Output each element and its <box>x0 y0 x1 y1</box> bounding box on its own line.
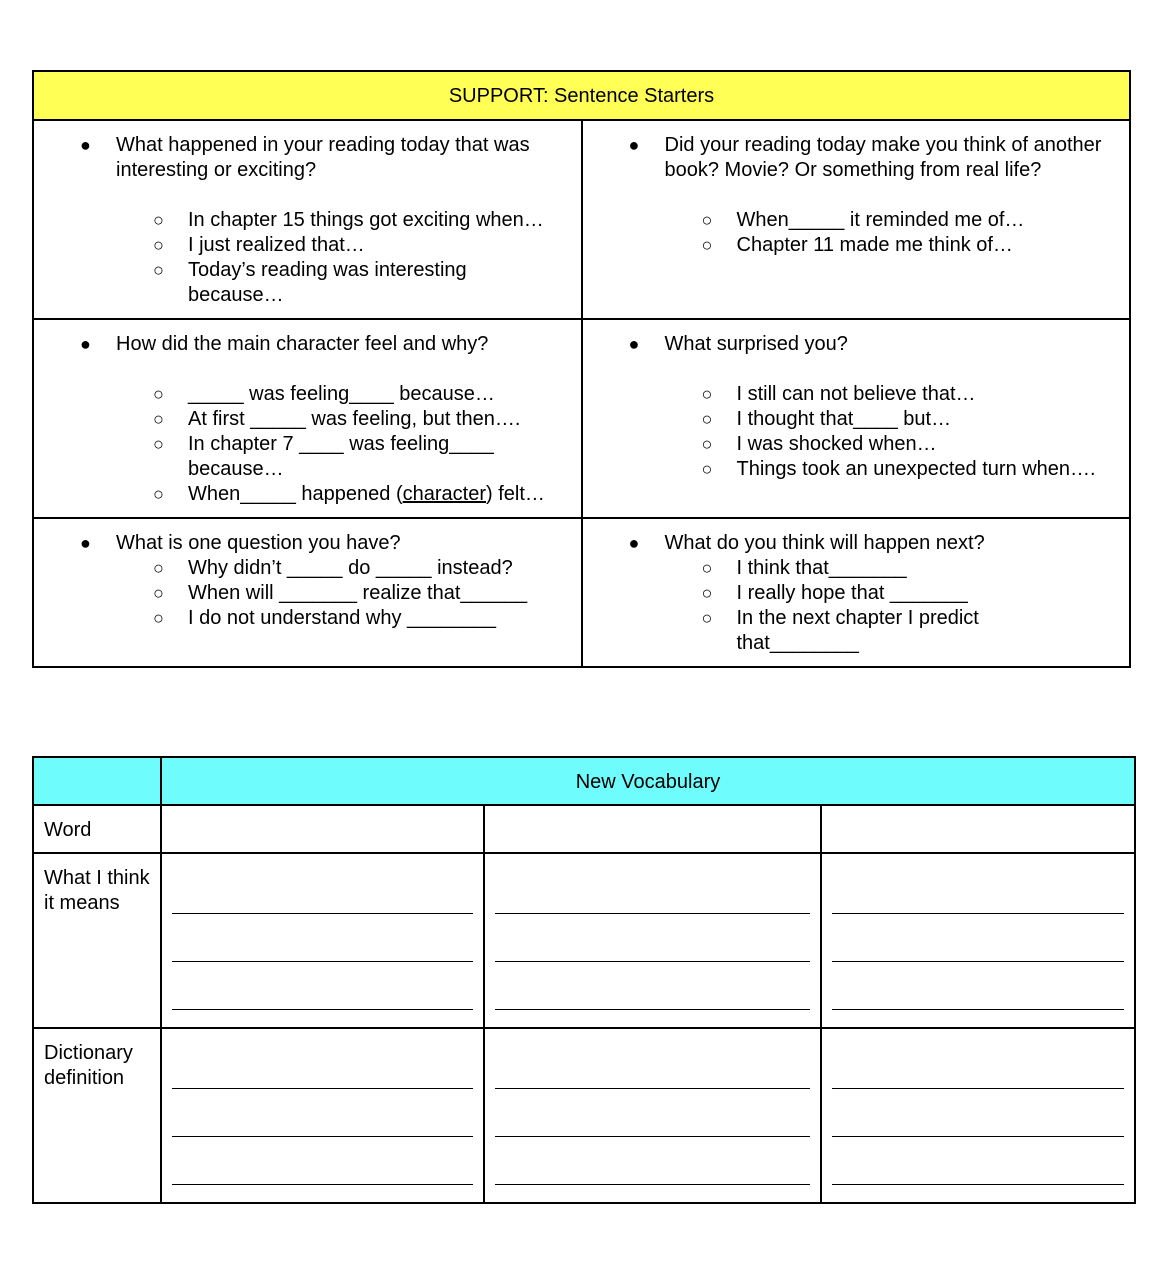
starter-item: ○ Things took an unexpected turn when…. <box>665 457 1116 482</box>
starter-item: ○ Today’s reading was interesting because… <box>116 258 567 308</box>
word-cell[interactable] <box>484 805 821 853</box>
support-cell-character <box>33 319 582 518</box>
starter-item: ○ I just realized that… <box>116 233 567 258</box>
starter-item: ○ I do not understand why ________ <box>116 606 567 631</box>
writing-line <box>832 962 1124 1010</box>
definition-cell[interactable] <box>161 1028 484 1203</box>
writing-line <box>172 1029 473 1089</box>
starter-item: ○ In chapter 7 ____ was feeling____ because… <box>116 432 567 482</box>
question-text: Did your reading today make you think of another book? Movie? Or something from real life? <box>664 134 1102 181</box>
writing-line <box>832 1029 1124 1089</box>
starter-item: ○ I think that_______ <box>665 556 1116 581</box>
vocab-corner-cell <box>33 757 161 805</box>
writing-line <box>495 962 810 1010</box>
definition-cell[interactable] <box>484 1028 821 1203</box>
meaning-cell[interactable] <box>821 853 1135 1028</box>
writing-line <box>832 1089 1124 1137</box>
support-cell-connection <box>582 120 1131 319</box>
starter-item: ○ Why didn’t _____ do _____ instead? <box>116 556 567 581</box>
meaning-cell[interactable] <box>161 853 484 1028</box>
definition-cell[interactable] <box>821 1028 1135 1203</box>
writing-line <box>172 1137 473 1185</box>
starter-item: ○ Chapter 11 made me think of… <box>665 233 1116 258</box>
writing-line <box>172 914 473 962</box>
question-text: What happened in your reading today that was interesting or exciting? <box>116 134 530 181</box>
vocabulary-table <box>32 756 1136 1204</box>
writing-line <box>832 914 1124 962</box>
question-text: What is one question you have? <box>116 532 401 554</box>
starter-item: ○ At first _____ was feeling, but then…. <box>116 407 567 432</box>
row-label-word: Word <box>33 805 161 853</box>
starter-item: ○ I was shocked when… <box>665 432 1116 457</box>
support-cell-interesting <box>33 120 582 319</box>
writing-line <box>172 854 473 914</box>
underlined-word: character <box>402 483 486 505</box>
word-cell[interactable] <box>821 805 1135 853</box>
starter-item: ○ I still can not believe that… <box>665 382 1116 407</box>
writing-line <box>495 914 810 962</box>
writing-line <box>832 854 1124 914</box>
writing-line <box>172 1089 473 1137</box>
support-cell-question <box>33 518 582 667</box>
vocab-table-title: New Vocabulary <box>161 757 1135 805</box>
starter-item: ○ In the next chapter I predict that________ <box>665 606 1116 656</box>
support-table-title: SUPPORT: Sentence Starters <box>33 71 1130 120</box>
meaning-cell[interactable] <box>484 853 821 1028</box>
starter-item: ○ _____ was feeling____ because… <box>116 382 567 407</box>
support-cell-prediction <box>582 518 1131 667</box>
starter-item: ○ When_____ happened (character) felt… <box>116 482 567 507</box>
starter-item: ○ When will _______ realize that______ <box>116 581 567 606</box>
starter-item: ○ In chapter 15 things got exciting when… <box>116 208 567 233</box>
writing-line <box>495 1089 810 1137</box>
question-text: What surprised you? <box>664 333 848 355</box>
word-cell[interactable] <box>161 805 484 853</box>
writing-line <box>495 854 810 914</box>
writing-line <box>832 1137 1124 1185</box>
starter-item: ○ I really hope that _______ <box>665 581 1116 606</box>
writing-line <box>495 1029 810 1089</box>
writing-line <box>495 1137 810 1185</box>
starter-item: ○ I thought that____ but… <box>665 407 1116 432</box>
starter-item: ○ When_____ it reminded me of… <box>665 208 1116 233</box>
row-label-meaning: What I think it means <box>33 853 161 1028</box>
row-label-definition: Dictionary definition <box>33 1028 161 1203</box>
question-text: What do you think will happen next? <box>664 532 985 554</box>
writing-line <box>172 962 473 1010</box>
support-table <box>32 70 1131 668</box>
support-cell-surprise <box>582 319 1131 518</box>
question-text: How did the main character feel and why? <box>116 333 489 355</box>
